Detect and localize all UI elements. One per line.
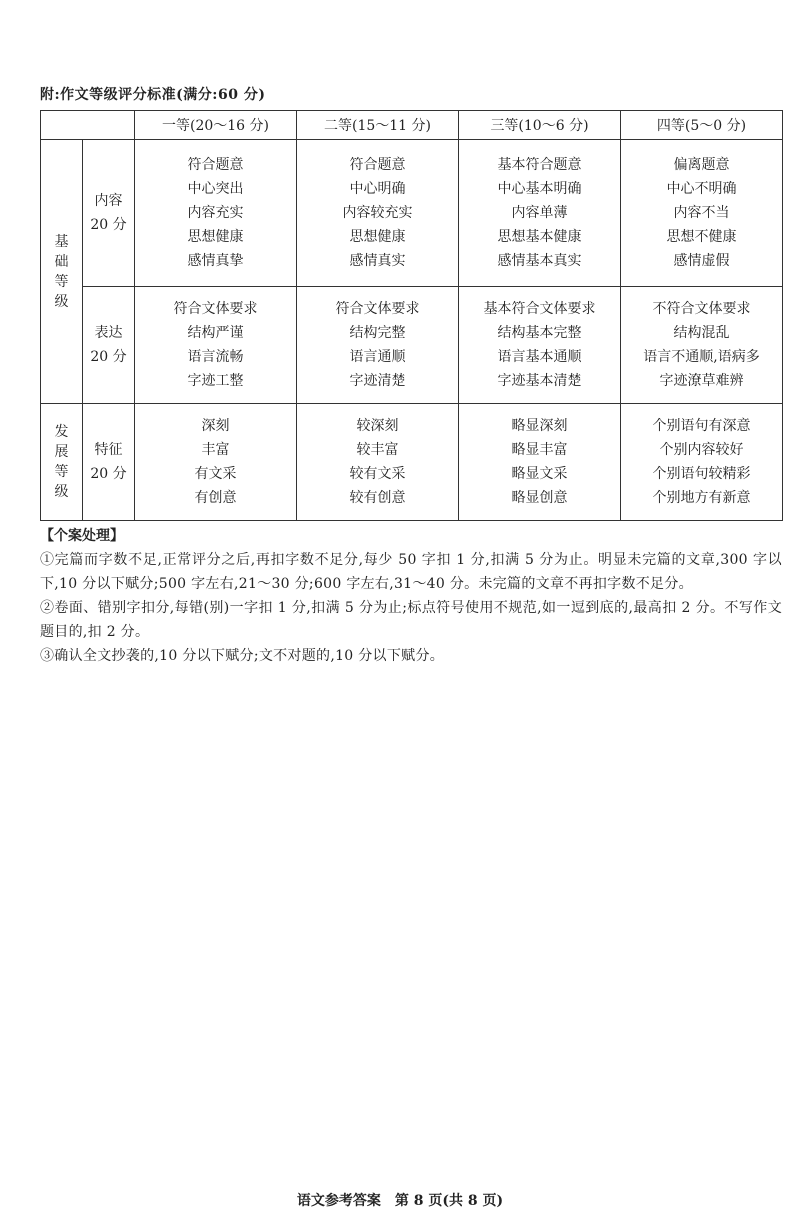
cell-line: 思想基本健康 (497, 229, 582, 245)
cell-line: 字迹基本清楚 (497, 373, 582, 389)
cell-line: 内容较充实 (342, 205, 413, 221)
header-grade-1: 一等(20～16 分) (135, 111, 297, 140)
case-handling-title: 【个案处理】 (40, 528, 124, 544)
cell-line: 丰富 (201, 442, 230, 458)
cell-line: 字迹清楚 (349, 373, 406, 389)
cell-line: 结构严谨 (187, 325, 244, 341)
cell-line: 感情真实 (349, 253, 406, 269)
cell-line: 偏离题意 (673, 157, 730, 173)
table-row-expression (41, 287, 783, 404)
table-cell (459, 287, 621, 404)
table-cell (459, 140, 621, 287)
cell-line: 不符合文体要求 (652, 301, 751, 317)
table-cell (621, 287, 783, 404)
cell-line: 较丰富 (356, 442, 399, 458)
table-cell (459, 404, 621, 521)
table-cell (621, 404, 783, 521)
cell-line: 内容充实 (187, 205, 244, 221)
row-label-expression: 表达 20 分 (83, 287, 135, 404)
cell-line: 个别内容较好 (659, 442, 744, 458)
group-label-develop: 发 展 等 级 (41, 404, 83, 521)
cell-line: 感情虚假 (673, 253, 730, 269)
case-item-1: ①完篇而字数不足,正常评分之后,再扣字数不足分,每少 50 字扣 1 分,扣满 5 分为止。明显未完篇的文章,300 字以下,10 分以下赋分;500 字左右,21～30 分;600 字左右,31～40 分。未完篇的文章不再扣字数不足分。 (40, 552, 782, 592)
table-cell (297, 404, 459, 521)
table-cell (135, 404, 297, 521)
page-footer: 语文参考答案 第 8 页(共 8 页) (296, 1193, 504, 1209)
cell-line: 较深刻 (356, 418, 399, 434)
table-row-feature (41, 404, 783, 521)
row-label-feature: 特征 20 分 (83, 404, 135, 521)
cell-line: 符合文体要求 (335, 301, 420, 317)
cell-line: 结构基本完整 (497, 325, 582, 341)
cell-line: 略显创意 (511, 490, 568, 506)
case-handling-section (40, 524, 782, 668)
cell-line: 深刻 (201, 418, 230, 434)
rubric-caption: 附:作文等级评分标准(满分:60 分) (40, 87, 266, 103)
cell-line: 语言流畅 (187, 349, 244, 365)
table-cell (297, 140, 459, 287)
group-label-basic: 基 础 等 级 (41, 140, 83, 404)
table-cell (297, 287, 459, 404)
table-header-row (41, 111, 783, 140)
cell-line: 内容不当 (673, 205, 730, 221)
cell-line: 思想健康 (349, 229, 406, 245)
cell-line: 感情真挚 (187, 253, 244, 269)
cell-line: 字迹工整 (187, 373, 244, 389)
cell-line: 略显深刻 (511, 418, 568, 434)
cell-line: 个别语句有深意 (652, 418, 751, 434)
cell-line: 略显丰富 (511, 442, 568, 458)
cell-line: 个别语句较精彩 (652, 466, 751, 482)
cell-line: 语言通顺 (349, 349, 406, 365)
header-grade-4: 四等(5～0 分) (621, 111, 783, 140)
cell-line: 符合文体要求 (173, 301, 258, 317)
case-item-3: ③确认全文抄袭的,10 分以下赋分;文不对题的,10 分以下赋分。 (40, 648, 445, 664)
cell-line: 中心基本明确 (497, 181, 582, 197)
table-row-content (41, 140, 783, 287)
rubric-table (40, 110, 783, 521)
cell-line: 思想不健康 (666, 229, 737, 245)
cell-line: 字迹潦草难辨 (659, 373, 744, 389)
cell-line: 符合题意 (349, 157, 406, 173)
table-cell (621, 140, 783, 287)
cell-line: 基本符合题意 (497, 157, 582, 173)
cell-line: 中心不明确 (666, 181, 737, 197)
cell-line: 较有创意 (349, 490, 406, 506)
header-grade-3: 三等(10～6 分) (459, 111, 621, 140)
cell-line: 语言基本通顺 (497, 349, 582, 365)
cell-line: 感情基本真实 (497, 253, 582, 269)
cell-line: 有创意 (194, 490, 237, 506)
cell-line: 基本符合文体要求 (483, 301, 596, 317)
cell-line: 有文采 (194, 466, 237, 482)
cell-line: 个别地方有新意 (652, 490, 751, 506)
cell-line: 结构混乱 (673, 325, 730, 341)
table-cell (135, 287, 297, 404)
header-corner (41, 111, 135, 140)
cell-line: 中心明确 (349, 181, 406, 197)
cell-line: 语言不通顺,语病多 (643, 349, 760, 365)
cell-line: 中心突出 (187, 181, 244, 197)
cell-line: 思想健康 (187, 229, 244, 245)
cell-line: 符合题意 (187, 157, 244, 173)
row-label-content: 内容 20 分 (83, 140, 135, 287)
case-item-2: ②卷面、错别字扣分,每错(别)一字扣 1 分,扣满 5 分为止;标点符号使用不规范,如一逗到底的,最高扣 2 分。不写作文题目的,扣 2 分。 (40, 600, 782, 640)
cell-line: 内容单薄 (511, 205, 568, 221)
cell-line: 结构完整 (349, 325, 406, 341)
table-cell (135, 140, 297, 287)
cell-line: 较有文采 (349, 466, 406, 482)
cell-line: 略显文采 (511, 466, 568, 482)
header-grade-2: 二等(15～11 分) (297, 111, 459, 140)
